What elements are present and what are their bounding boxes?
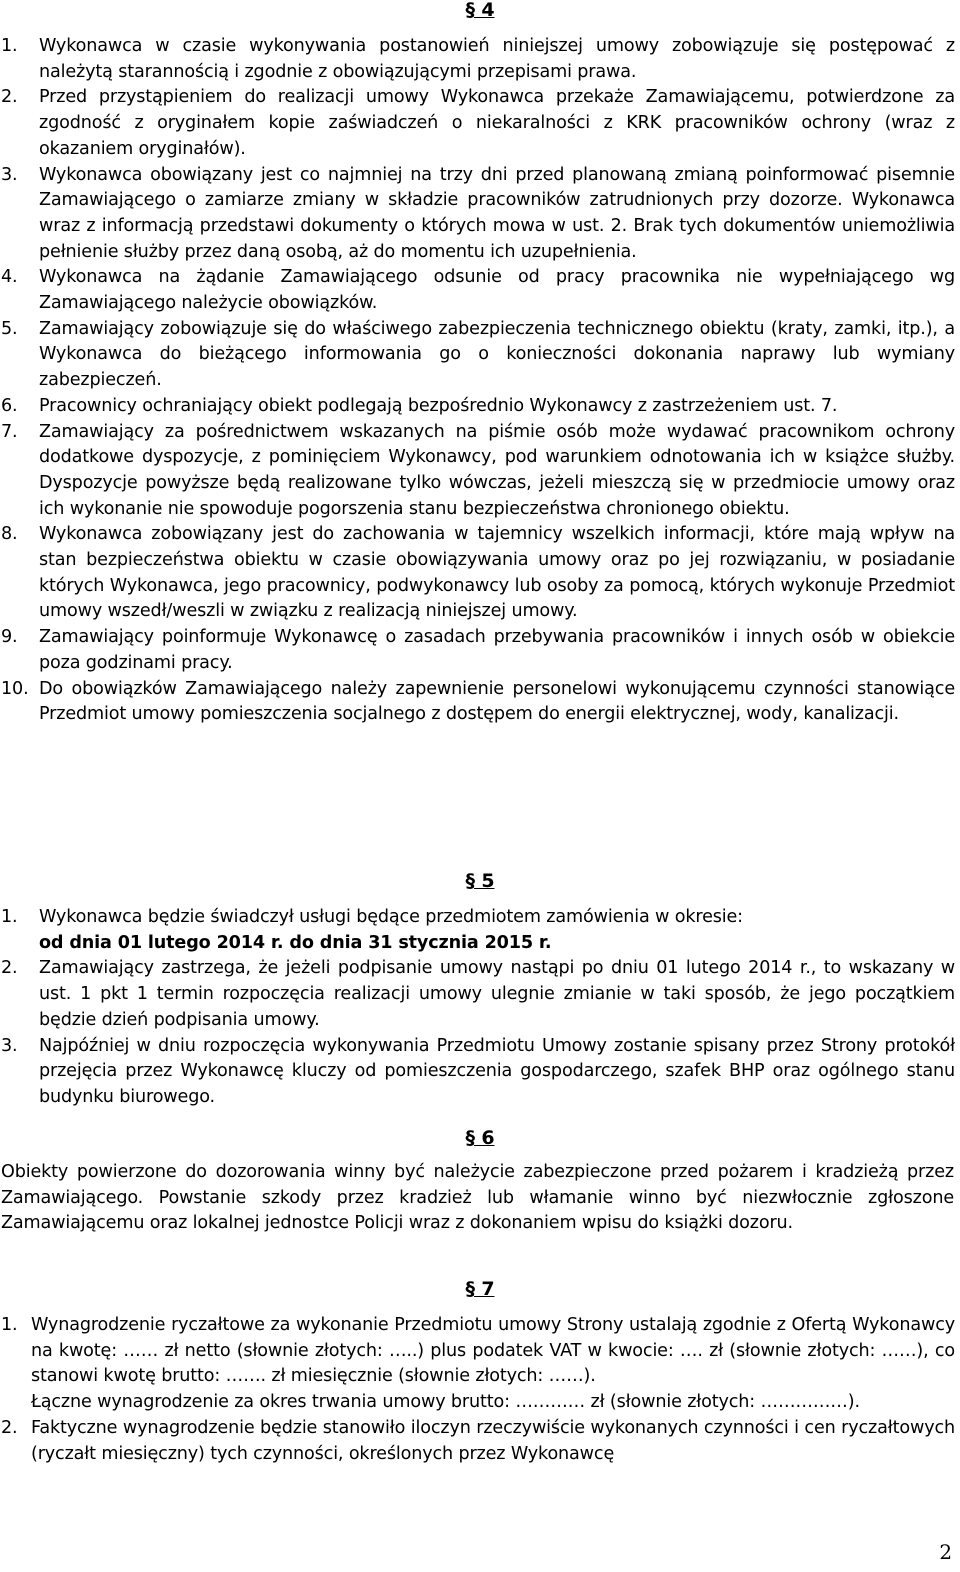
item-number: 2. — [1, 1417, 18, 1438]
item-number: 7. — [1, 421, 18, 442]
section-5-title-text: § 5 — [465, 870, 495, 892]
item-text: Zamawiający za pośrednictwem wskazanych na piśmie osób może wydawać pracownikom ochrony dodatkowe dyspozycje, z pominięciem Wykonawcy, pod warunkiem odnotowania ich w książce służby. Dyspozycje powyższe będą realizowane tylko wówczas, jeżeli mieszczą się w przedmiocie umowy oraz ich wykonanie nie spowoduje pogorszenia stanu bezpieczeństwa chronionego obiektu. — [39, 421, 955, 519]
s7-item-1 — [0, 1313, 955, 1416]
s7-item-2 — [0, 1416, 955, 1467]
item-text: Wykonawca zobowiązany jest do zachowania w tajemnicy wszelkich informacji, które mają wpływ na stan bezpieczeństwa obiektu w czasie obowiązywania umowy oraz po jej rozwiązaniu, w posiadanie których Wykonawca, jego pracownicy, podwykonawcy lub osoby za pomocą, których wykonuje Przedmiot umowy wszedł/weszli w związku z realizacją niniejszej umowy. — [39, 524, 955, 622]
item-text: Faktyczne wynagrodzenie będzie stanowiło iloczyn rzeczywiście wykonanych czynności i cen ryczałtowych (ryczałt miesięczny) tych czynności, określonych przez Wykonawcę — [31, 1417, 955, 1464]
s5-item-2 — [0, 956, 955, 1033]
item-number: 3. — [1, 1035, 18, 1056]
item-number: 8. — [1, 524, 18, 545]
section-6-text: Obiekty powierzone do dozorowania winny być należycie zabezpieczone przed pożarem i kradzieżą przez Zamawiającego. Powstanie szkody przez kradzież lub włamanie winno być niezwłocznie zgłoszone Zamawiającemu oraz lokalnej jednostce Policji wraz z dokonaniem wpisu do książki dozoru. — [1, 1162, 954, 1234]
item-number: 3. — [1, 164, 18, 185]
item-text: Pracownicy ochraniający obiekt podlegają bezpośrednio Wykonawcy z zastrzeżeniem ust. 7. — [39, 395, 838, 416]
s4-item-4 — [0, 265, 955, 316]
s4-item-10 — [0, 677, 955, 728]
item-number: 2. — [1, 87, 18, 108]
item-text: Wykonawca w czasie wykonywania postanowień niniejszej umowy zobowiązuje się postępować z należytą starannością i zgodnie z obowiązującymi przepisami prawa. — [39, 36, 955, 82]
item-number: 1. — [1, 1315, 18, 1335]
section-5-list — [0, 905, 955, 1111]
s4-item-3 — [0, 163, 955, 266]
item-text: Wykonawca będzie świadczył usługi będące przedmiotem zamówienia w okresie: — [39, 907, 743, 927]
item-text: Przed przystąpieniem do realizacji umowy Wykonawca przekaże Zamawiającemu, potwierdzone za zgodność z oryginałem kopie zaświadczeń o niekaralności z KRK pracowników ochrony (wraz z okazaniem oryginałów). — [39, 87, 955, 159]
item-number: 4. — [1, 267, 18, 288]
item-number: 9. — [1, 627, 18, 648]
section-7-title-text: § 7 — [465, 1278, 495, 1300]
item-number: 1. — [1, 36, 18, 56]
s4-item-1 — [0, 34, 955, 85]
section-6-title-text: § 6 — [465, 1127, 495, 1149]
s5-item-1 — [0, 905, 955, 956]
section-7-list — [0, 1313, 955, 1467]
item-number: 2. — [1, 958, 18, 979]
s4-item-8 — [0, 522, 955, 625]
item-text: Do obowiązków Zamawiającego należy zapewnienie personelowi wykonującemu czynności stanowiące Przedmiot umowy pomieszczenia socjalnego z dostępem do energii elektrycznej, wody, kanalizacji. — [39, 678, 955, 725]
section-5-title — [0, 868, 960, 894]
section-4-title-text: § 4 — [465, 0, 495, 21]
s4-item-2 — [0, 85, 955, 162]
item-text: Wykonawca obowiązany jest co najmniej na trzy dni przed planowaną zmianą poinformować pisemnie Zamawiającego o zamiarze zmiany w składzie pracowników zatrudnionych przy dozorze. Wykonawca wraz z informacją przedstawi dokumenty o których mowa w ust. 2. Brak tych dokumentów uniemożliwia pełnienie służby przez daną osobą, aż do momentu ich uzupełnienia. — [39, 164, 955, 262]
section-4-list — [0, 34, 955, 728]
item-number: 5. — [1, 318, 18, 339]
section-4-title — [0, 0, 960, 23]
item-text: Zamawiający zobowiązuje się do właściwego zabezpieczenia technicznego obiektu (kraty, zamki, itp.), a Wykonawca do bieżącego informowania go o konieczności dokonania naprawy lub wymiany zabezpieczeń. — [39, 318, 955, 391]
contract-period: od dnia 01 lutego 2014 r. do dnia 31 stycznia 2015 r. — [39, 932, 552, 953]
s4-item-6 — [0, 394, 955, 420]
item-text: Zamawiający poinformuje Wykonawcę o zasadach przebywania pracowników i innych osób w obiekcie poza godzinami pracy. — [39, 627, 955, 673]
item-number: 6. — [1, 395, 18, 416]
item-text: Najpóźniej w dniu rozpoczęcia wykonywania Przedmiotu Umowy zostanie spisany przez Strony protokół przejęcia przez Wykonawcę kluczy od pomieszczenia gospodarczego, szafek BHP oraz ogólnego stanu budynku biurowego. — [39, 1035, 955, 1107]
item-text: Zamawiający zastrzega, że jeżeli podpisanie umowy nastąpi po dniu 01 lutego 2014 r., to wskazany w ust. 1 pkt 1 termin rozpoczęcia realizacji umowy ulegnie zmianie w taki sposób, że jego początkiem będzie dzień podpisania umowy. — [39, 958, 955, 1030]
page-number: 2 — [939, 1540, 952, 1564]
s4-item-7 — [0, 420, 955, 523]
s5-item-3 — [0, 1034, 955, 1111]
item-text: Wynagrodzenie ryczałtowe za wykonanie Przedmiotu umowy Strony ustalają zgodnie z Ofertą Wykonawcy na kwotę: …… zł netto (słownie złotych: …..) plus podatek VAT w kwocie: …. zł (słownie złotych: ……), co stanowi kwotę brutto: ……. zł miesięcznie (słownie złotych: ……). — [31, 1315, 955, 1387]
item-number: 1. — [1, 907, 18, 927]
item-text: Wykonawca na żądanie Zamawiającego odsunie od pracy pracownika nie wypełniającego wg Zamawiającego należycie obowiązków. — [39, 267, 955, 314]
section-7-title — [0, 1276, 960, 1302]
item-number: 10. — [1, 678, 29, 699]
section-6-title — [0, 1125, 960, 1151]
s4-item-9 — [0, 625, 955, 676]
total-remuneration-text: Łączne wynagrodzenie za okres trwania umowy brutto: ………… zł (słownie złotych: ……………). — [31, 1392, 860, 1413]
s4-item-5 — [0, 317, 955, 394]
